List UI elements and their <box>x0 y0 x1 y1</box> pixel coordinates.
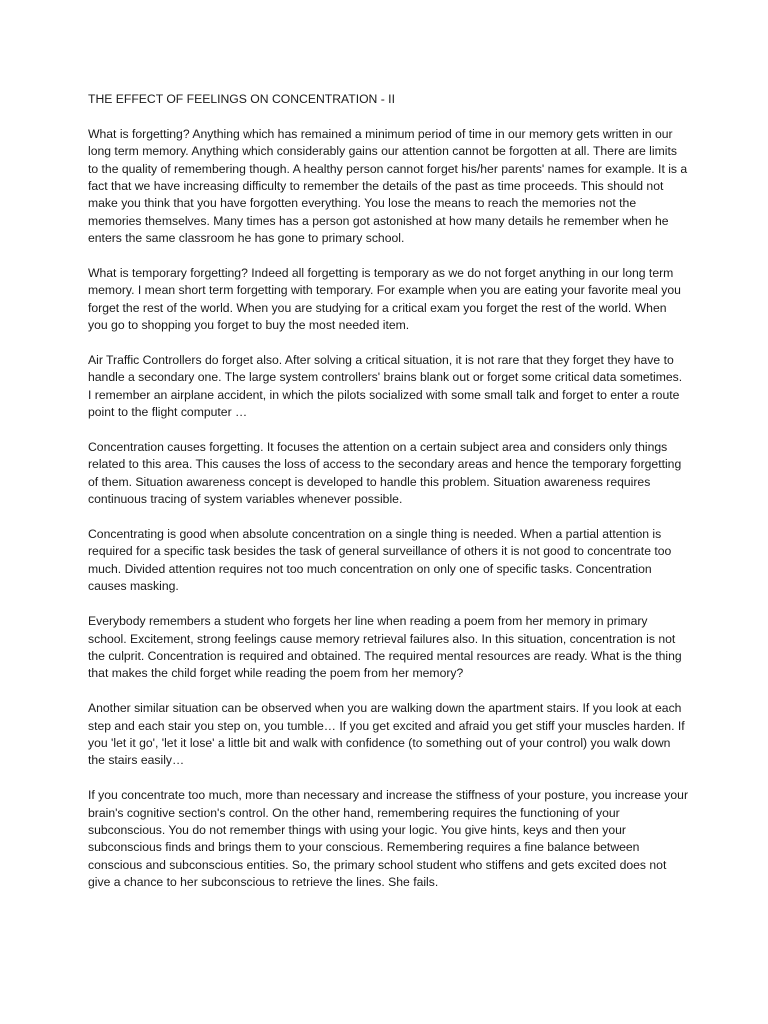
paragraph-concentrating-is-good: Concentrating is good when absolute concentration on a single thing is needed. When a partial attention is required for a specific task besides the task of general surveillance of others it is not good to concentrate too much. Divided attention requires not too much concentration on only one of specific tasks. Concentration causes masking. <box>88 527 672 594</box>
paragraph-air-traffic-controllers: Air Traffic Controllers do forget also. After solving a critical situation, it is not rare that they forget they have to handle a secondary one. The large system controllers' brains blank out or forget some critical data sometimes. I remember an airplane accident, in which the pilots socialized with some small talk and forget to enter a route point to the flight computer … <box>88 353 683 420</box>
paragraph-student-poem: Everybody remembers a student who forgets her line when reading a poem from her memory in primary school. Excitement, strong feelings cause memory retrieval failures also. In this situation, concentration is not the culprit. Concentration is required and obtained. The required mental resources are ready. What is the thing that makes the child forget while reading the poem from her memory? <box>88 614 682 681</box>
document-title: THE EFFECT OF FEELINGS ON CONCENTRATION - II <box>88 92 395 106</box>
paragraph-concentration-causes-forgetting: Concentration causes forgetting. It focuses the attention on a certain subject area and considers only things related to this area. This causes the loss of access to the secondary areas and hence the temporary forgetting of them. Situation awareness concept is developed to handle this problem. Situation awareness requires continuous tracing of system variables whenever possible. <box>88 440 682 507</box>
paragraph-forgetting: What is forgetting? Anything which has remained a minimum period of time in our memory gets written in our long term memory. Anything which considerably gains our attention cannot be forgotten at all. There are limits to the quality of remembering though. A healthy person cannot forget his/her parents' names for example. It is a fact that we have increasing difficulty to remember the details of the past as time proceeds. This should not make you think that you have forgotten everything. You lose the means to reach the memories not the memories themselves. Many times has a person got astonished at how many details he remember when he enters the same classroom he has gone to primary school. <box>88 126 688 246</box>
document-body <box>88 91 688 909</box>
paragraph-apartment-stairs: Another similar situation can be observed when you are walking down the apartment stairs. If you look at each step and each stair you step on, you tumble… If you get excited and afraid you get stiff your muscles harden. If you 'let it go', 'let it lose' a little bit and walk with confidence (to something out of your control) you walk down the stairs easily… <box>88 701 685 768</box>
paragraph-temporary-forgetting: What is temporary forgetting? Indeed all forgetting is temporary as we do not forget anything in our long term memory. I mean short term forgetting with temporary. For example when you are eating your favorite meal you forget the rest of the world. When you are studying for a critical exam you forget the rest of the world. When you go to shopping you forget to buy the most needed item. <box>88 266 681 333</box>
paragraph-concentrate-too-much: If you concentrate too much, more than necessary and increase the stiffness of your posture, you increase your brain's cognitive section's control. On the other hand, remembering requires the functioning of your subconscious. You do not remember things with using your logic. You give hints, keys and then your subconscious finds and brings them to your conscious. Remembering requires a fine balance between conscious and subconscious entities. So, the primary school student who stiffens and gets excited does not give a chance to her subconscious to retrieve the lines. She fails. <box>88 788 688 890</box>
